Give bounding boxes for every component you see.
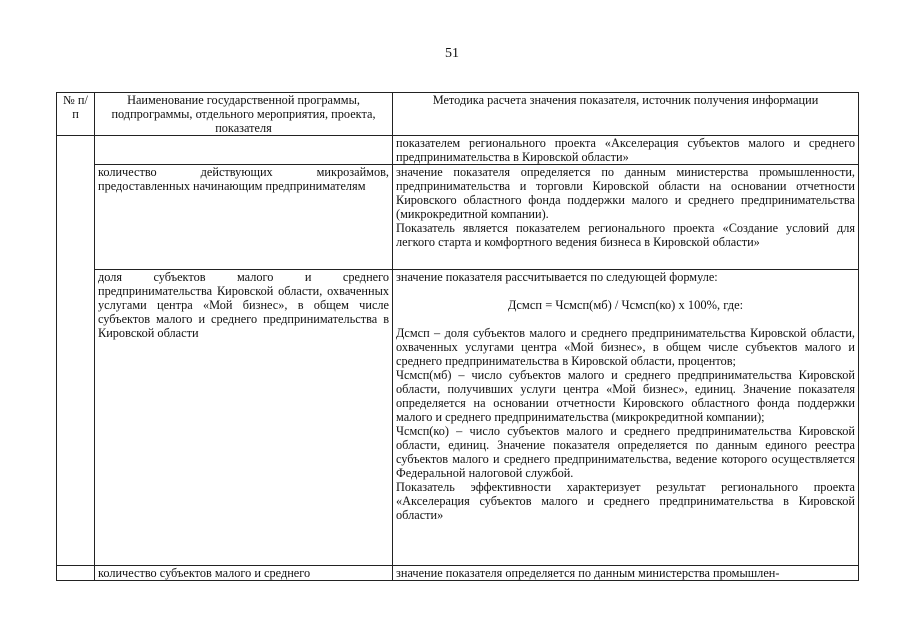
header-method: Методика расчета значения показателя, источник получения информации	[393, 93, 859, 136]
indicator-table	[56, 92, 859, 581]
row-name-text: количество субъектов малого и среднего	[98, 566, 311, 580]
table-row	[57, 270, 859, 566]
method-paragraph: Показатель эффективности характеризует результат регионального проекта «Акселерация субъектов малого и среднего предпринимательства в Кировской области»	[396, 480, 855, 522]
row-method-cell	[393, 270, 859, 566]
method-paragraph: значение показателя определяется по данным министерства промышленности, предпринимательства и торговли Кировской области на основании отчетности Кировского областного фонда поддержки малого и среднего предпринимательства (микрокредитной компании).	[396, 165, 855, 221]
row-number-cell	[57, 566, 95, 581]
row-method-cell	[393, 566, 859, 581]
method-paragraph: Чсмсп(ко) – число субъектов малого и среднего предпринимательства Кировской области, единиц. Значение показателя определяется по данным единого реестра субъектов малого и среднего предпринимательства, ведение которого осуществляется Федеральной налоговой службой.	[396, 424, 855, 480]
table-row	[57, 566, 859, 581]
header-name: Наименование государственной программы, подпрограммы, отдельного мероприятия, проекта, показателя	[95, 93, 393, 136]
method-paragraph: Показатель является показателем регионального проекта «Создание условий для легкого старта и комфортного ведения бизнеса в Кировской области»	[396, 221, 855, 249]
table-header-row	[57, 93, 859, 136]
row-method-cell	[393, 165, 859, 270]
method-intro: значение показателя рассчитывается по следующей формуле:	[396, 270, 718, 284]
table-row	[57, 165, 859, 270]
row-name-cell: доля субъектов малого и среднего предпринимательства Кировской области, охваченных услугами центра «Мой бизнес», в общем числе субъектов малого и среднего предпринимательства в Кировской области	[95, 270, 393, 566]
header-number: № п/п	[57, 93, 95, 136]
formula: Дсмсп = Чсмсп(мб) / Чсмсп(ко) х 100%, где:	[507, 298, 744, 312]
row-method-cell: показателем регионального проекта «Акселерация субъектов малого и среднего предпринимательства в Кировской области»	[393, 136, 859, 165]
row-number-cell	[57, 136, 95, 566]
row-method-text: значение показателя определяется по данным министерства промышлен-	[396, 566, 780, 580]
method-paragraph: Чсмсп(мб) – число субъектов малого и среднего предпринимательства Кировской области, получивших услуги центра «Мой бизнес», единиц. Значение показателя определяется на основании отчетности Кировского областного фонда поддержки малого и среднего предпринимательства (микрокредитной компании);	[396, 368, 855, 424]
table-row	[57, 136, 859, 165]
row-name-cell	[95, 566, 393, 581]
row-name-cell: количество действующих микрозаймов, предоставленных начинающим предпринимателям	[95, 165, 393, 270]
page-number: 51	[445, 46, 459, 61]
method-paragraph: Дсмсп – доля субъектов малого и среднего предпринимательства Кировской области, охваченных услугами центра «Мой бизнес», в общем числе субъектов малого и среднего предпринимательства в Кировской области, процентов;	[396, 326, 855, 368]
row-name-cell	[95, 136, 393, 165]
